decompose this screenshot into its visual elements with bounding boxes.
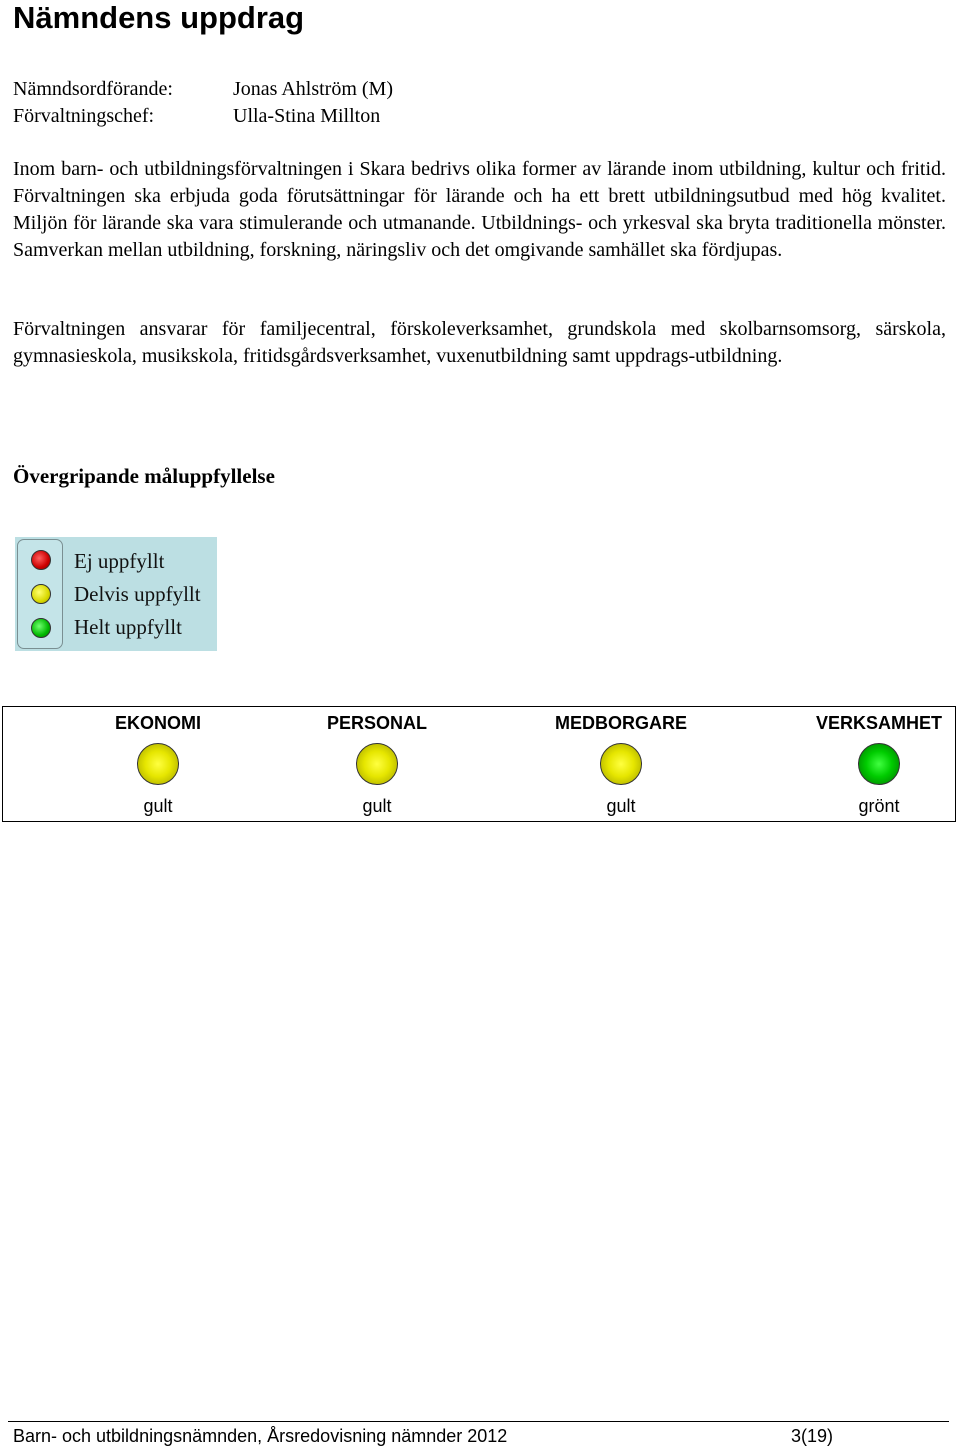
paragraph-intro: Inom barn- och utbildningsförvaltningen i Skara bedrivs olika former av lärande inom utbildning, kultur och fritid. Förvaltningen ska erbjuda goda förutsättningar för lärande och ha ett brett utbildningsutbud med hög kvalitet. Miljön för lärande ska vara stimulerande och utmanande. Utbildnings- och yrkesval ska bryta traditionella mönster. Samverkan mellan utbildning, forskning, näringsliv och det omgivande samhället ska fördjupas. [13, 158, 946, 261]
status-heading: MEDBORGARE [554, 713, 687, 733]
person-name: Ulla-Stina Millton [233, 105, 381, 127]
status-personal [267, 707, 487, 821]
status-table [2, 706, 956, 822]
section-heading: Övergripande måluppfyllelse [13, 464, 275, 488]
status-medborgare [501, 707, 741, 821]
legend-label: Ej uppfyllt [74, 549, 165, 573]
green-light-icon [31, 618, 51, 638]
status-value: gult [362, 796, 392, 816]
status-ekonomi [48, 707, 268, 821]
yellow-light-icon [600, 743, 642, 785]
green-light-icon [858, 743, 900, 785]
status-value: gult [606, 796, 636, 816]
status-heading: PERSONAL [326, 713, 427, 733]
status-value: gult [143, 796, 173, 816]
status-heading: EKONOMI [114, 713, 201, 733]
people-list [13, 76, 393, 130]
people-row [13, 103, 393, 130]
footer-page-number: 3(19) [791, 1426, 834, 1446]
traffic-light-legend [15, 537, 217, 651]
legend-label: Delvis uppfyllt [74, 582, 201, 606]
traffic-light-icon [17, 539, 63, 649]
role-label: Nämndsordförande: [13, 78, 173, 100]
status-value: grönt [858, 796, 900, 816]
status-heading: VERKSAMHET [815, 713, 942, 733]
red-light-icon [31, 550, 51, 570]
footer-document-title: Barn- och utbildningsnämnden, Årsredovisning nämnder 2012 [13, 1426, 508, 1446]
people-row [13, 76, 393, 103]
yellow-light-icon [356, 743, 398, 785]
page-title: Nämndens uppdrag [13, 0, 305, 35]
status-verksamhet [769, 707, 960, 821]
footer-divider [8, 1421, 949, 1422]
role-label: Förvaltningschef: [13, 105, 155, 127]
paragraph-responsibilities: Förvaltningen ansvarar för familjecentral, förskoleverksamhet, grundskola med skolbarnsomsorg, särskola, gymnasieskola, musikskola, fritidsgårdsverksamhet, vuxenutbildning samt uppdrags-utbildning. [13, 318, 946, 367]
yellow-light-icon [31, 584, 51, 604]
legend-labels [74, 545, 201, 644]
person-name: Jonas Ahlström (M) [233, 78, 393, 100]
yellow-light-icon [137, 743, 179, 785]
legend-label: Helt uppfyllt [74, 615, 182, 639]
